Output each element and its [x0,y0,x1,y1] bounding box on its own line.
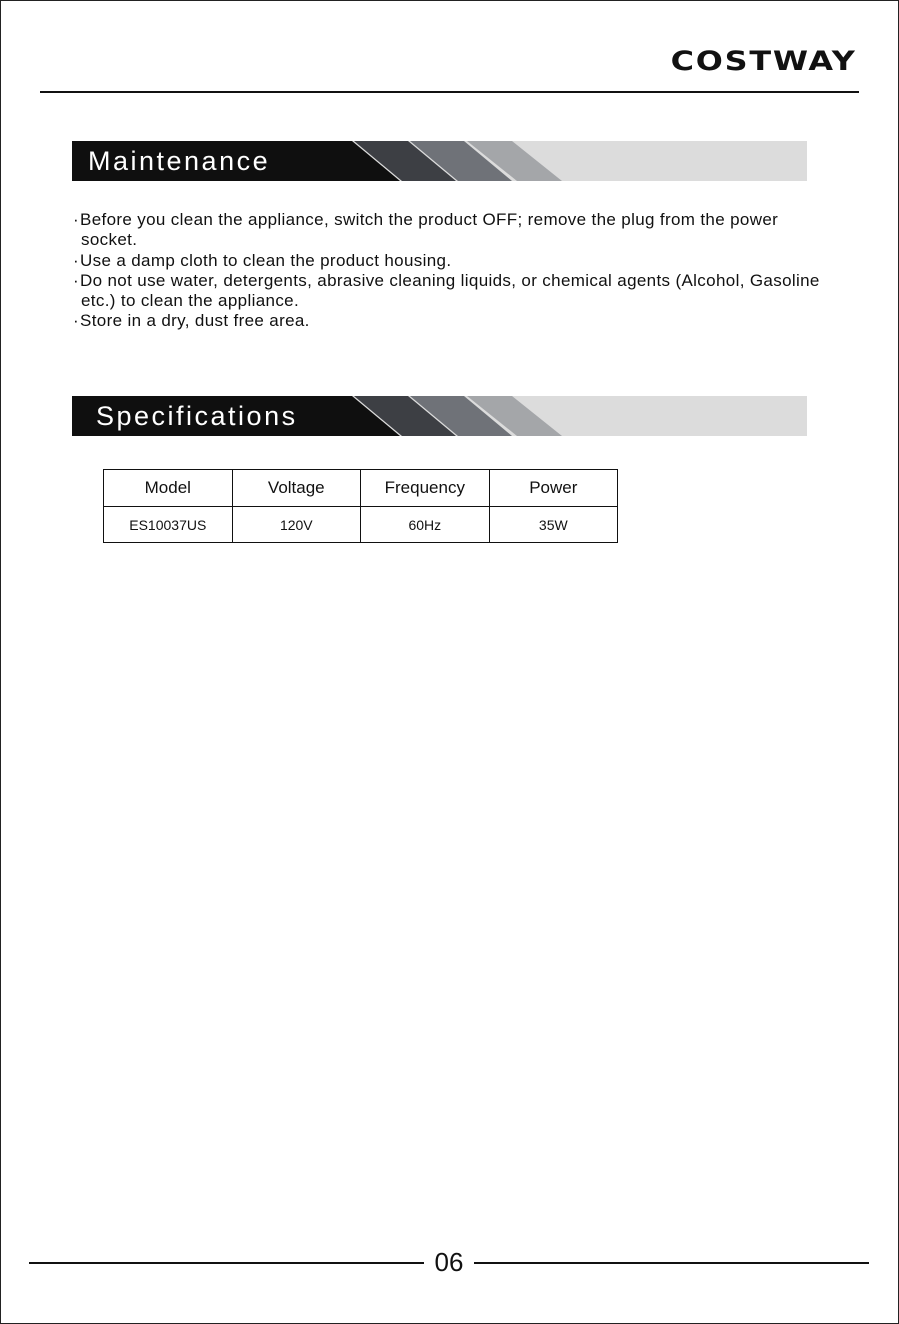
maintenance-banner [72,141,807,181]
brand-logo: COSTWAY [671,46,857,77]
list-item-text: Do not use water, detergents, abrasive cleaning liquids, or chemical agents (Alcohol, Gasoline etc.) to clean the appliance. [80,270,820,311]
bullet-marker: · [73,311,80,331]
header-voltage: Voltage [232,470,360,507]
table-row [104,507,618,543]
header-model: Model [104,470,233,507]
list-item-text: Before you clean the appliance, switch the product OFF; remove the plug from the power socket. [80,210,779,250]
header-rule [40,91,859,93]
table-header-row [104,470,618,507]
cell-frequency: 60Hz [361,507,490,543]
bullet-marker: · [73,250,80,270]
list-item-text: Store in a dry, dust free area. [80,311,310,331]
list-item [72,311,832,331]
list-item [72,271,832,312]
header-power: Power [489,470,617,507]
specifications-title: Specifications [96,401,298,431]
cell-voltage: 120V [232,507,360,543]
footer-rule-left [29,1262,424,1264]
specifications-banner [72,396,807,436]
page-number: 06 [434,1247,464,1277]
header-frequency: Frequency [361,470,490,507]
specifications-table [103,469,618,543]
list-item-text: Use a damp cloth to clean the product housing. [80,250,452,270]
bullet-marker: · [73,210,80,229]
list-item [72,210,832,251]
bullet-marker: · [73,270,80,290]
list-item [72,251,832,271]
cell-model: ES10037US [104,507,233,543]
footer-rule-right [474,1262,869,1264]
maintenance-list [72,210,832,332]
maintenance-title: Maintenance [88,146,271,176]
cell-power: 35W [489,507,617,543]
